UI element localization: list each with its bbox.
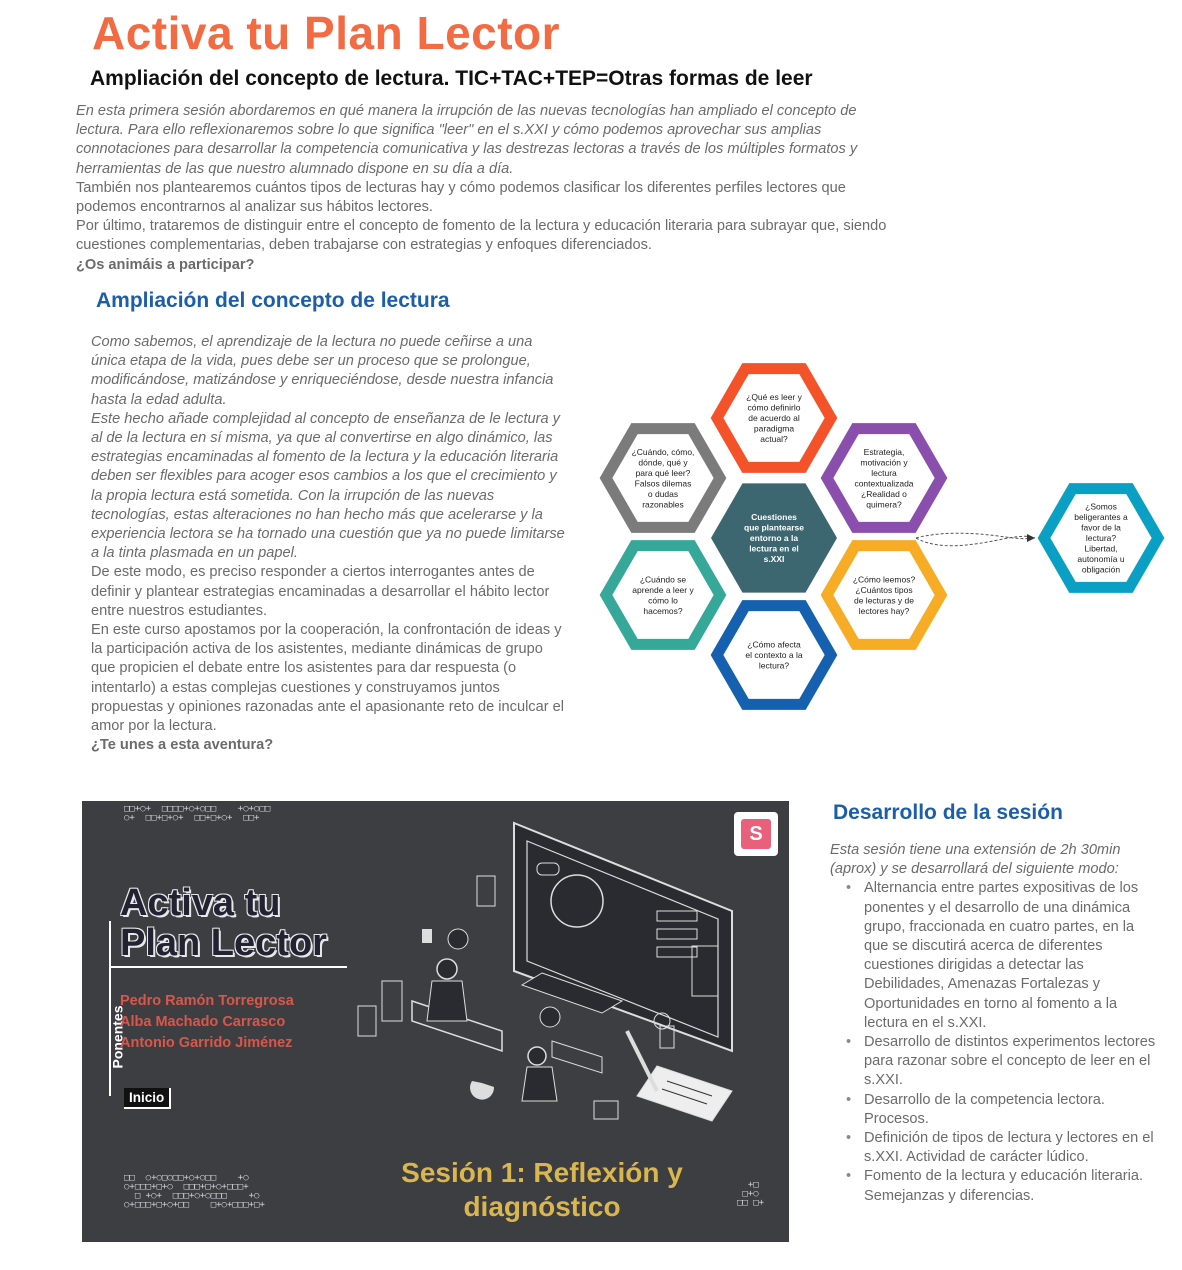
hex-bottom-text-line: el contexto a la xyxy=(745,650,803,660)
hex-center-text-line: Cuestiones xyxy=(751,512,797,522)
hex-bottom-text-line: lectura? xyxy=(758,660,790,671)
intro-paragraph-1: En esta primera sesión abordaremos en qué manera la irrupción de las nuevas tecnologías han ampliado el concepto de lectura. Para ello reflexionaremos sobre lo que significa "leer" en el s.XXI y cómo podemos aprovechar sus amplias connotaciones para desarrollar la competencia comunicativa y las destrezas lectoras a través de los múltiples formatos y herramientas de las que nuestro alumnado dispone en su día a día. xyxy=(76,103,858,177)
hex-upper-right-text-line: contextualizada xyxy=(854,478,914,489)
session-title-line-1: Sesión 1: Reflexión y xyxy=(401,1157,683,1188)
decorative-pattern-top: □□+○+ □□□□+○+○□□ +○+○□□ ○+ □□+□+○+ □□+□+○+ □□+ xyxy=(124,804,271,823)
hex-top-text-line: paradigma xyxy=(753,423,795,434)
development-list xyxy=(830,879,1160,1205)
hex-upper-left-text-line: para qué leer? xyxy=(635,467,691,478)
concept-paragraph-3: De este modo, es preciso responder a ciertos interrogantes antes de definir y plantear estrategias encaminadas a desarrollar el hábito lector entre nuestros estudiantes. xyxy=(91,564,550,619)
slides-app-logo[interactable] xyxy=(734,812,778,856)
list-item: • Desarrollo de la competencia lectora. Procesos. xyxy=(864,1091,1160,1129)
intro-text xyxy=(76,102,896,275)
hex-upper-right-text-line: lectura xyxy=(871,467,897,478)
hex-upper-right-text-line: motivación y xyxy=(860,457,908,468)
slide-title-line-2: Plan Lector xyxy=(120,922,327,964)
hex-upper-right-text-line: ¿Realidad o xyxy=(861,488,907,499)
hex-lower-right-text-line: lectores hay? xyxy=(858,605,910,616)
hex-upper-left-text-line: ¿Cuándo, cómo, xyxy=(631,446,695,457)
hex-lower-right-text-line: de lecturas y de xyxy=(853,595,915,606)
pie-chart-icon xyxy=(470,1081,494,1100)
hex-upper-right-text-line: quimera? xyxy=(866,499,902,510)
hex-far-right-text-line: Libertad, xyxy=(1084,543,1118,554)
hex-center-text-line: que plantearse xyxy=(744,522,804,533)
hex-far-right-text-line: favor de la xyxy=(1081,522,1121,533)
concept-call-to-action: ¿Te unes a esta aventura? xyxy=(91,737,274,754)
hex-far-right-text-line: ¿Somos xyxy=(1085,501,1117,512)
hex-upper-left-text-line: o dudas xyxy=(647,488,679,499)
hexagon-diagram xyxy=(598,360,1182,720)
hex-center-text-line: entorno a la xyxy=(749,533,799,543)
list-item: • Definición de tipos de lectura y lectores en el s.XXI. Actividad de carácter lúdico. xyxy=(864,1129,1160,1167)
hex-center-text-line: s.XXI xyxy=(763,554,785,564)
section-development-text xyxy=(830,841,1160,1206)
concept-paragraph-4: En este curso apostamos por la cooperación, la confrontación de ideas y la participación activa de los asistentes, mediante dinámicas de grupo que propicien el debate entre los asistentes para dar respuesta (o intentarlo) a estas complejas cuestiones y construyamos juntos propuestas y opiniones razonadas ante el apasionante reto de inculcar el amor por la lectura. xyxy=(91,622,564,735)
hex-top-text-line: actual? xyxy=(760,434,788,444)
slide-ponentes-label: Ponentes xyxy=(109,1005,126,1069)
shelf-icon xyxy=(382,981,402,1021)
decorative-pattern-bottom: □□ ○+○□○□□+○+○□□ +○ ○+□□□+□+○ □□□+□+○+□□□+ □ +○+ □□□+○+○□□□ +○ ○+□□□+□+○+□□ □+○+□□□+□+ xyxy=(124,1173,265,1210)
hex-lower-left-text-line: hacemos? xyxy=(643,605,683,616)
hex-lower-right-text-line: ¿Cuántos tipos xyxy=(855,584,913,595)
section-title-concept: Ampliación del concepto de lectura xyxy=(96,289,450,312)
hex-lower-left-text-line: ¿Cuándo se xyxy=(639,574,687,585)
decorative-pattern-corner: +□ □+○ □□ □+ xyxy=(737,1180,765,1208)
section-title-development: Desarrollo de la sesión xyxy=(833,801,1063,824)
speaker-name: Antonio Garrido Jiménez xyxy=(120,1035,293,1051)
connector-arrow-return xyxy=(916,533,1035,538)
hex-upper-left-text-line: razonables xyxy=(642,499,684,510)
hex-far-right-text-line: obligación xyxy=(1081,564,1121,575)
list-item: • Fomento de la lectura y educación literaria. Semejanzas y diferencias. xyxy=(864,1167,1160,1205)
hex-lower-left-text-line: cómo lo xyxy=(648,595,678,606)
connector-arrow xyxy=(916,536,1035,546)
hex-bottom-text-line: ¿Cómo afecta xyxy=(747,639,801,650)
hex-upper-left-text-line: dónde, qué y xyxy=(638,457,688,468)
speech-bubble-icon xyxy=(448,929,468,949)
speaker-name: Alba Machado Carrasco xyxy=(120,1014,286,1030)
arrow-head-icon xyxy=(1027,534,1035,542)
section-concept-text xyxy=(91,333,571,755)
slide-session-title xyxy=(382,1156,702,1224)
presentation-slide[interactable] xyxy=(82,801,789,1242)
page-title: Activa tu Plan Lector xyxy=(92,7,561,59)
logo-letter: S xyxy=(741,819,771,849)
intro-paragraph-2: También nos plantearemos cuántos tipos de lecturas hay y cómo podemos clasificar los diferentes perfiles lectores que podemos encontrarnos al analizar sus hábitos lectores. xyxy=(76,179,846,216)
person-reading-icon xyxy=(528,1047,546,1065)
person-icon xyxy=(437,959,457,979)
hex-upper-right-text-line: Estrategia, xyxy=(863,446,905,457)
hex-far-right-text-line: beligerantes a xyxy=(1074,512,1128,522)
list-item: • Desarrollo de distintos experimentos lectores para razonar sobre el concepto de leer en el s.XXI. xyxy=(864,1033,1160,1091)
development-intro: Esta sesión tiene una extensión de 2h 30min (aprox) y se desarrollará del siguiente modo: xyxy=(830,842,1121,878)
hex-lower-left-text-line: aprende a leer y xyxy=(632,584,694,595)
concept-paragraph-2: Este hecho añade complejidad al concepto de enseñanza de le lectura y al de la lectura en sí misma, ya que al convertirse en algo dinámico, las estrategias encaminadas al fomento de la lectura y la educación literaria deben ser flexibles para acoger esos cambios a los que el crecimiento y la propia lectura está sometida. Con la irrupción de las nuevas tecnologías, estas alteraciones no han hecho más que acelerarse y la experiencia lectora se ha tornado una cuestión que ya no puede limitarse a la tinta plasmada en un papel. xyxy=(91,410,565,562)
page-subtitle: Ampliación del concepto de lectura. TIC+TAC+TEP=Otras formas de leer xyxy=(90,67,813,90)
hex-far-right-text-line: autonomía u xyxy=(1077,554,1125,564)
intro-call-to-action: ¿Os animáis a participar? xyxy=(76,256,255,273)
pen-icon xyxy=(627,1031,657,1091)
document-icon xyxy=(637,1066,732,1121)
briefcase-icon xyxy=(594,1101,618,1119)
hex-center-text-line: lectura en el xyxy=(749,543,799,554)
speaker-name: Pedro Ramón Torregrosa xyxy=(120,993,294,1009)
hex-lower-right-text-line: ¿Cómo leemos? xyxy=(852,574,916,585)
concept-paragraph-1: Como sabemos, el aprendizaje de la lectura no puede ceñirse a una única etapa de la vida, pues debe ser un proceso que se prolongue, modificándose, matizándose y enriqueciéndose, desde nuestra infancia hasta la edad adulta. xyxy=(91,334,554,408)
hex-top-text-line: de acuerdo al xyxy=(748,413,800,423)
hex-top-text-line: cómo definirlo xyxy=(747,402,801,413)
hex-far-right-text-line: lectura? xyxy=(1085,533,1117,543)
slide-title-line-1: Activa tu xyxy=(120,882,281,924)
hex-upper-left-text-line: Falsos dilemas xyxy=(634,478,692,489)
intro-paragraph-3: Por último, trataremos de distinguir entre el concepto de fomento de la lectura y educación literaria para subrayar que, siendo cuestiones complementarias, deben trabajarse con estrategias y enfoques diferenciados. xyxy=(76,218,887,254)
speech-bubble-icon-2 xyxy=(540,1007,560,1027)
hex-top-text-line: ¿Qué es leer y xyxy=(746,392,802,402)
slide-start-button[interactable]: Inicio xyxy=(124,1088,171,1109)
slide-speaker-list xyxy=(120,991,294,1054)
session-title-line-2: diagnóstico xyxy=(463,1191,621,1222)
slide-title xyxy=(120,883,327,963)
list-item: • Alternancia entre partes expositivas de los ponentes y el desarrollo de una dinámica grupo, fraccionada en cuatro partes, en la que se discutirá acerca de diferentes cuestiones dirigidas a detectar las Debilidades, Amenazas Fortalezas y Oportunidades en torno al fomento a la lectura en el s.XXI. xyxy=(864,879,1160,1033)
